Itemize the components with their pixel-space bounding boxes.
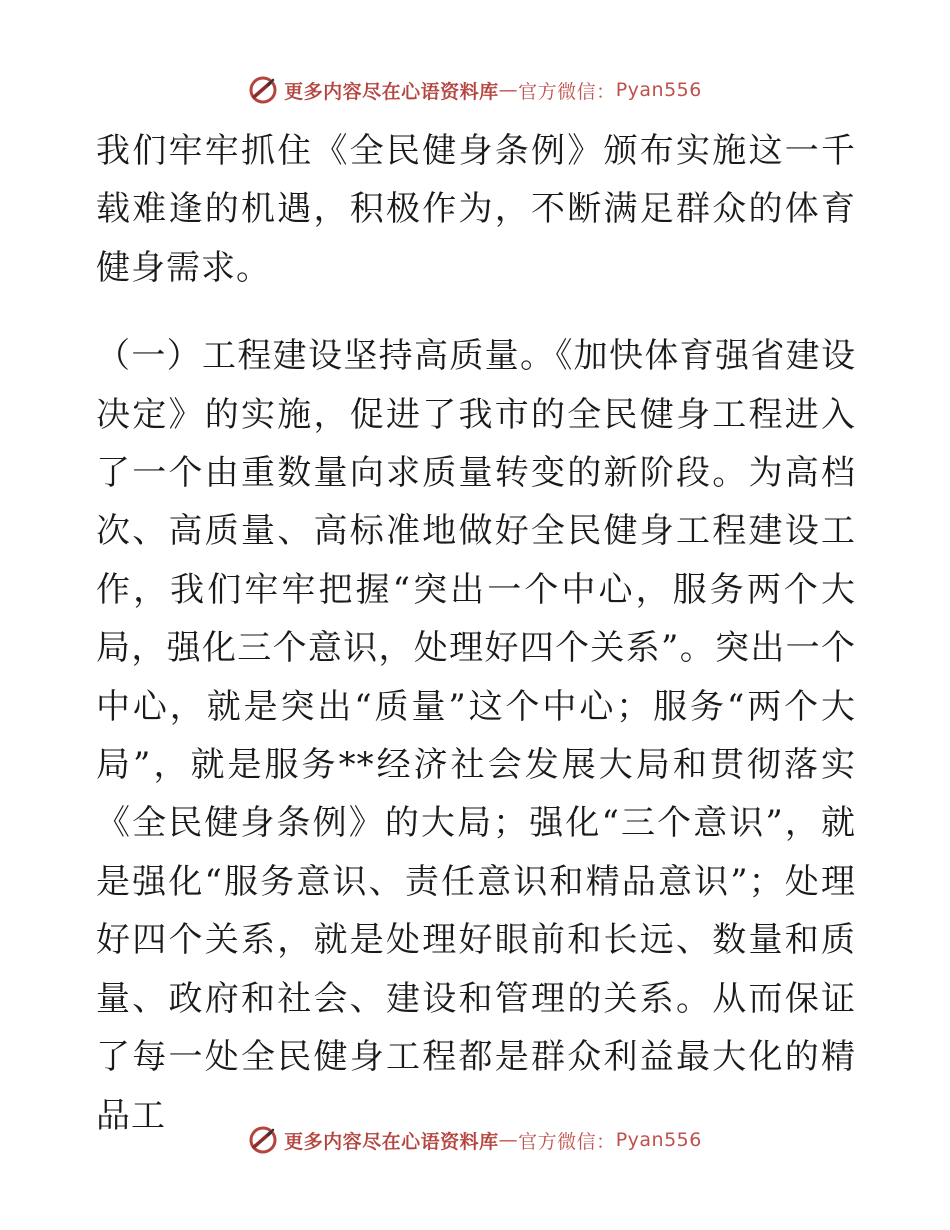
watermark-footer (0, 1120, 950, 1160)
paragraph-intro: 我们牢牢抓住《全民健身条例》颁布实施这一千载难逢的机遇，积极作为，不断满足群众的体育健身需求。 (96, 131, 856, 288)
document-body (96, 122, 856, 1145)
watermark-site-name: 更多内容尽在心语资料库 (284, 1130, 499, 1153)
watermark-site-name: 更多内容尽在心语资料库 (284, 80, 499, 103)
watermark-wechat-label: 官方微信： (518, 1130, 616, 1153)
watermark-wechat-handle: Pyan556 (615, 79, 702, 101)
watermark-wechat-handle: Pyan556 (615, 1129, 702, 1151)
paragraph-section-1: （一）工程建设坚持高质量。《加快体育强省建设决定》的实施，促进了我市的全民健身工程进入了一个由重数量向求质量转变的新阶段。为高档次、高质量、高标准地做好全民健身工程建设工作，我们牢牢把握“突出一个中心，服务两个大局，强化三个意识，处理好四个关系”。突出一个中心，就是突出“质量”这个中心；服务“两个大局”，就是服务**经济社会发展大局和贯彻落实《全民健身条例》的大局；强化“三个意识”，就是强化“服务意识、责任意识和精品意识”；处理好四个关系，就是处理好眼前和长远、数量和质量、政府和社会、建设和管理的关系。从而保证了每一处全民健身工程都是群众利益最大化的精品工 (96, 336, 856, 1136)
watermark-wechat-label: 官方微信： (518, 80, 616, 103)
brush-seal-logo-icon (248, 1125, 278, 1155)
brush-seal-logo-icon (248, 75, 278, 105)
watermark-dash: — (498, 1129, 519, 1151)
watermark-dash: — (498, 79, 519, 101)
watermark-header (0, 70, 950, 110)
